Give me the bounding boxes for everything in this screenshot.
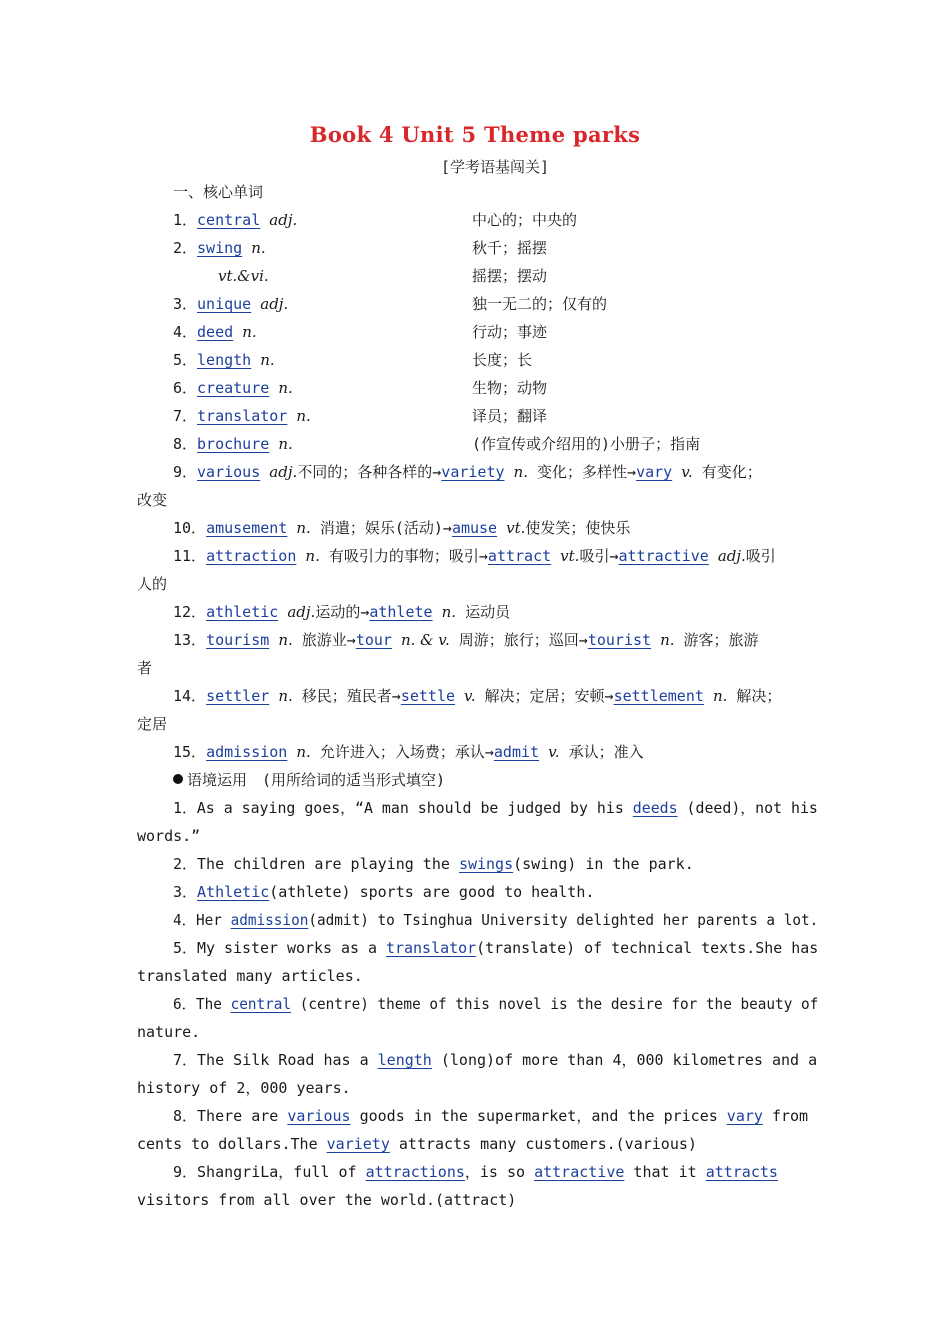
derived-item-continued: 改变 (137, 491, 168, 509)
vocab-meaning: 生物；动物 (472, 379, 548, 397)
section-heading-core-words: 一、核心单词 (173, 183, 264, 201)
section-heading-context: 语境运用 (用所给词的适当形式填空) (173, 770, 445, 790)
vocab-item: 5．length n. (173, 351, 275, 369)
exercise-sentence: 2．The children are playing the swings(swing) in the park. (173, 855, 694, 873)
vocab-meaning: 秋千；摇摆 (472, 239, 548, 257)
exercise-sentence: 8．There are various goods in the supermarket，and the prices vary from (173, 1107, 809, 1125)
vocab-item: 6．creature n. (173, 379, 293, 397)
derived-item: 12．athletic adj.运动的→athlete n. 运动员 (173, 603, 511, 621)
derived-item: 15．admission n. 允许进入；入场费；承认→admit v. 承认；准入 (173, 743, 644, 761)
exercise-sentence: 5．My sister works as a translator(translate) of technical texts.She has (173, 939, 819, 957)
bullet-icon (173, 774, 183, 784)
vocab-meaning: 译员；翻译 (472, 407, 548, 425)
vocab-meaning: 摇摆；摆动 (472, 267, 548, 285)
exercise-sentence-continued: history of 2，000 years. (137, 1079, 351, 1097)
derived-item-continued: 定居 (137, 715, 168, 733)
derived-item: 9．various adj.不同的；各种各样的→variety n. 变化；多样性→vary v. 有变化； (173, 463, 762, 481)
derived-item: 10．amusement n. 消遣；娱乐(活动)→amuse vt.使发笑；使快乐 (173, 519, 631, 537)
vocab-meaning: 中心的；中央的 (472, 211, 578, 229)
exercise-sentence: 9．ShangriLa，full of attractions，is so attractive that it attracts (173, 1163, 778, 1181)
vocab-item: vt.&vi. (218, 267, 269, 285)
vocab-meaning: 行动；事迹 (472, 323, 548, 341)
exercise-sentence-continued: cents to dollars.The variety attracts many customers.(various) (137, 1135, 697, 1153)
page-subtitle: [学考语基闯关] (440, 158, 550, 176)
exercise-sentence: 7．The Silk Road has a length (long)of more than 4，000 kilometres and a (173, 1051, 818, 1069)
exercise-sentence: 1．As a saying goes，“A man should be judged by his deeds (deed)，not his (173, 799, 818, 817)
derived-item-continued: 人的 (137, 575, 168, 593)
vocab-item: 4．deed n. (173, 323, 257, 341)
vocab-meaning: (作宣传或介绍用的)小册子；指南 (472, 435, 701, 453)
exercise-sentence-continued: nature. (137, 1023, 201, 1041)
exercise-sentence: 3．Athletic(athlete) sports are good to health. (173, 883, 595, 901)
derived-item-continued: 者 (137, 659, 153, 677)
vocab-meaning: 长度；长 (472, 351, 533, 369)
derived-item: 11．attraction n. 有吸引力的事物；吸引→attract vt.吸引→attractive adj.吸引 (173, 547, 776, 565)
vocab-item: 7．translator n. (173, 407, 311, 425)
derived-item: 13．tourism n. 旅游业→tour n. & v. 周游；旅行；巡回→tourist n. 游客；旅游 (173, 631, 759, 649)
vocab-item: 2．swing n. (173, 239, 266, 257)
exercise-sentence-continued: words.” (137, 827, 201, 845)
exercise-sentence-continued: translated many articles. (137, 967, 363, 985)
vocab-item: 8．brochure n. (173, 435, 293, 453)
derived-item: 14．settler n. 移民；殖民者→settle v. 解决；定居；安顿→settlement n. 解决； (173, 687, 782, 705)
vocab-meaning: 独一无二的；仅有的 (472, 295, 608, 313)
exercise-sentence: 4．Her admission(admit) to Tsinghua University delighted her parents a lot. (173, 911, 819, 929)
exercise-sentence: 6．The central (centre) theme of this novel is the desire for the beauty of (173, 995, 819, 1013)
exercise-sentence-continued: visitors from all over the world.(attract) (137, 1191, 517, 1209)
vocab-item: 3．unique adj. (173, 295, 289, 313)
vocab-item: 1．central adj. (173, 211, 298, 229)
page-title: Book 4 Unit 5 Theme parks (309, 122, 641, 147)
